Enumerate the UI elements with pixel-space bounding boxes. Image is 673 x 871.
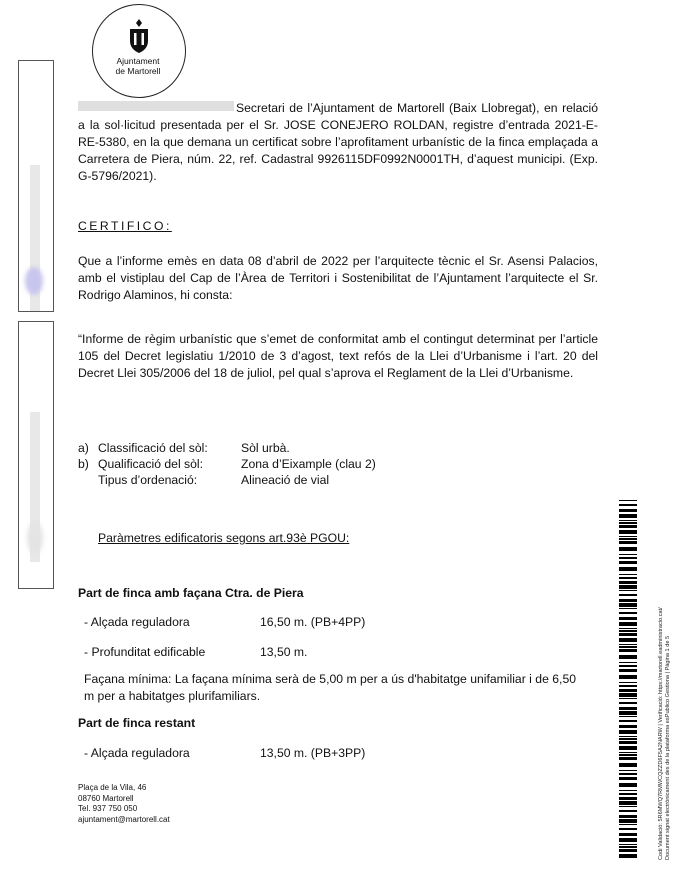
barcode-stripe (619, 649, 637, 652)
barcode-stripe (619, 854, 637, 858)
barcode-stripe (619, 655, 637, 659)
barcode-stripe (619, 838, 637, 842)
barcode-stripe (619, 849, 637, 852)
barcode-stripe (619, 833, 637, 836)
barcode-stripe (619, 806, 637, 807)
barcode (619, 500, 637, 862)
barcode-stripe (619, 608, 637, 609)
barcode-icon (619, 500, 637, 862)
barcode-stripe (619, 763, 637, 767)
barcode-stripe (619, 612, 637, 614)
barcode-stripe (619, 581, 637, 584)
barcode-stripe (619, 783, 637, 787)
barcode-stripe (619, 738, 637, 740)
barcode-stripe (619, 538, 637, 540)
list-item: Tipus d’ordenació: Alineació de vial (98, 473, 330, 487)
barcode-stripe (619, 711, 637, 715)
row-label: - Alçada reguladora (84, 746, 190, 760)
barcode-stripe (619, 536, 637, 537)
barcode-stripe (619, 682, 637, 683)
barcode-stripe (619, 693, 637, 697)
barcode-stripe (619, 746, 637, 750)
barcode-stripe (619, 773, 637, 775)
barcode-stripe (619, 561, 637, 564)
coat-of-arms-icon (93, 5, 185, 97)
barcode-stripe (619, 500, 637, 501)
barcode-stripe (619, 557, 637, 559)
barcode-stripe (619, 725, 637, 728)
barcode-stripe (619, 741, 637, 744)
barcode-stripe (619, 509, 637, 512)
barcode-stripe (619, 633, 637, 636)
row-value: 13,50 m. (260, 645, 308, 659)
barcode-stripe (619, 846, 637, 848)
barcode-stripe (619, 810, 637, 812)
barcode-stripe (619, 819, 637, 823)
barcode-stripe (619, 662, 637, 663)
row-label: - Profunditat edificable (84, 645, 206, 659)
barcode-stripe (619, 675, 637, 679)
barcode-stripe (619, 594, 637, 596)
barcode-stripe (619, 547, 637, 551)
barcode-stripe (619, 752, 637, 753)
intro-paragraph: Secretari de l’Ajuntament de Martorell (Baix Llobregat), en relació a la sol·licitud presentada per el Sr. JOSE CONEJERO ROLDAN, registre d’entrada 2021-E-RE-5380, en la que demana un certificat sobre l’aprofitament urbanístic de la finca emplaçada a Carretera de Piera, núm. 22, ref. Cadastral 9926115DF0992N0001TH, d’aquest municipi. (Exp. G-5796/2021). (78, 101, 598, 183)
barcode-stripe (619, 685, 637, 687)
validation-line1: Codi Validació: 5R6MWQ7RMWCQZZD6F5A2NARW | Verificació: https://martorell.eadministracio.cat/ (658, 607, 664, 860)
section-title-remaining: Part de finca restant (78, 716, 196, 730)
row-value: 16,50 m. (PB+4PP) (260, 615, 366, 629)
barcode-stripe (619, 777, 637, 780)
barcode-stripe (619, 844, 637, 845)
barcode-stripe (619, 585, 637, 589)
barcode-stripe (619, 530, 637, 534)
barcode-stripe (619, 590, 637, 591)
barcode-stripe (619, 574, 637, 575)
signature-stamp (27, 522, 43, 554)
barcode-stripe (619, 644, 637, 645)
validation-code (648, 540, 671, 860)
barcode-stripe (619, 689, 637, 692)
row-value: 13,50 m. (PB+3PP) (260, 746, 366, 760)
logo-line2: de Martorell (115, 66, 161, 76)
barcode-stripe (619, 622, 637, 626)
barcode-stripe (619, 577, 637, 579)
list-item: b) Qualificació del sòl: Zona d’Eixample (clau 2) (78, 457, 376, 471)
barcode-stripe (619, 770, 637, 771)
certifico-heading: CERTIFICO: (78, 219, 172, 233)
footer-address: Plaça de la Vila, 46 08760 Martorell Tel. 937 750 050 ajuntament@martorell.cat (78, 783, 170, 824)
parameters-heading: Paràmetres edificatoris segons art.93è PGOU: (98, 531, 350, 545)
signature-box-1 (18, 60, 54, 312)
report-paragraph: Que a l’informe emès en data 08 d’abril de 2022 per l’arquitecte tècnic el Sr. Asensi Palacios, amb el vistiplau del Cap de l’Àrea de Territori i Sostenibilitat de l’Ajuntament l’arquitecte el Sr. Rodrigo Alaminos, hi consta: (78, 254, 598, 302)
barcode-stripe (619, 617, 637, 620)
barcode-stripe (619, 716, 637, 717)
barcode-stripe (619, 646, 637, 648)
regime-paragraph: “Informe de règim urbanístic que s’emet de conformitat amb el contingut determinat per l’article 105 del Decret legislatiu 1/2010 de 3 d’agost, text refós de la Llei d’Urbanisme i l’art. 20 del Decret Llei 305/2006 del 18 de juliol, pel qual s’aprova el Reglament de la Llei d’Urbanisme. (78, 332, 598, 380)
barcode-stripe (619, 525, 637, 528)
barcode-stripe (619, 698, 637, 699)
barcode-stripe (619, 567, 637, 571)
barcode-stripe (619, 520, 637, 521)
barcode-stripe (619, 638, 637, 642)
minimum-facade-note: Façana mínima: La façana mínima serà de 5,00 m per a ús d'habitatge unifamiliar i de 6,50 m per a habitatges plurifamiliars. (84, 672, 576, 703)
list-item: a) Classificació del sòl: Sòl urbà. (78, 441, 290, 455)
barcode-stripe (619, 720, 637, 722)
barcode-stripe (619, 669, 637, 672)
barcode-stripe (619, 828, 637, 830)
signature-stamp (25, 267, 43, 295)
barcode-stripe (619, 504, 637, 506)
barcode-stripe (619, 665, 637, 667)
barcode-stripe (619, 702, 637, 704)
classification-list (78, 440, 498, 488)
barcode-stripe (619, 736, 637, 737)
barcode-stripe (619, 514, 637, 518)
barcode-stripe (619, 824, 637, 825)
barcode-stripe (619, 730, 637, 734)
barcode-stripe (619, 522, 637, 524)
validation-line2: Document signat electrònicament des de la plataforma esPublico Gestiona | Pàgina 1 de 5 (665, 635, 671, 860)
barcode-stripe (619, 815, 637, 818)
barcode-stripe (619, 630, 637, 632)
barcode-stripe (619, 628, 637, 629)
municipal-logo (92, 4, 186, 98)
logo-line1: Ajuntament (116, 56, 160, 66)
barcode-stripe (619, 754, 637, 756)
barcode-stripe (619, 599, 637, 602)
signature-box-2 (18, 321, 54, 589)
barcode-stripe (619, 554, 637, 555)
barcode-stripe (619, 757, 637, 760)
barcode-stripe (619, 790, 637, 791)
row-label: - Alçada reguladora (84, 615, 190, 629)
barcode-stripe (619, 793, 637, 795)
barcode-stripe (619, 541, 637, 544)
barcode-stripe (619, 707, 637, 710)
section-title-facade: Part de finca amb façana Ctra. de Piera (78, 586, 304, 600)
barcode-stripe (619, 797, 637, 800)
barcode-stripe (619, 603, 637, 607)
barcode-stripe (619, 801, 637, 805)
